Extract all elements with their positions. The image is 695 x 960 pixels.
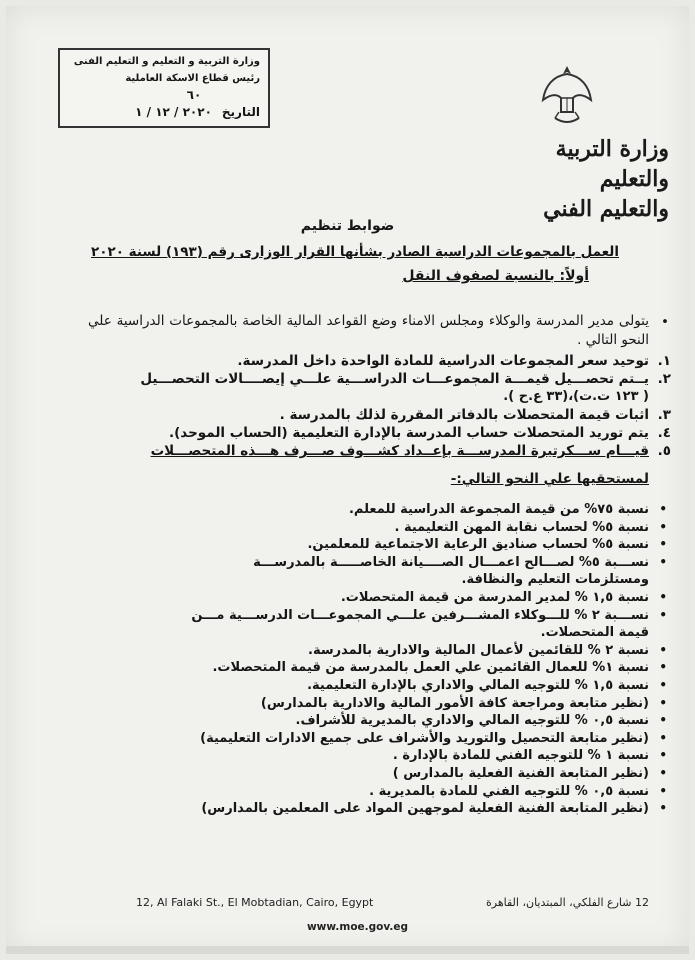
- share-text: ومستلزمات التعليم والنظافة.: [461, 572, 649, 588]
- stamp-number: ٦٠: [186, 88, 202, 102]
- share-item-continued: [116, 624, 649, 642]
- distribution-shares-list: [116, 501, 667, 818]
- bullet-icon: •: [659, 642, 667, 657]
- item-number: ٥.: [657, 443, 671, 459]
- footer-website: www.moe.gov.eg: [306, 921, 409, 933]
- bullet-icon: •: [661, 314, 669, 330]
- bullet-icon: •: [659, 677, 667, 692]
- intro-paragraph: [88, 312, 669, 350]
- share-text: نسبة ٧٥% من قيمة المجموعة الدراسية للمعلم.: [348, 502, 649, 517]
- item-number: ٢.: [657, 371, 671, 387]
- bullet-icon: •: [659, 801, 667, 816]
- share-text: نسبة ١% للعمال القائمين علي العمل بالمدرسة من قيمة المتحصلات.: [212, 660, 649, 676]
- share-item-continued: [116, 571, 649, 589]
- bullet-icon: •: [659, 502, 667, 516]
- share-item: [116, 554, 667, 572]
- share-item: [116, 659, 667, 677]
- item-text: توحيد سعر المجموعات الدراسية للمادة الواحدة داخل المدرسة.: [237, 353, 649, 369]
- share-item: [116, 800, 667, 818]
- list-item: [88, 424, 671, 442]
- share-item: [116, 519, 667, 537]
- share-item: [116, 536, 667, 554]
- share-text: نسبة ٠,٥ % للتوجيه الفني للمادة بالمديرية .: [369, 783, 649, 799]
- share-text: (نظير متابعة التحصيل والتوريد والأشراف على جميع الادارات التعليمية): [200, 730, 649, 746]
- share-text: نســـبة ٢ % للـــوكلاء المشـــرفين علـــي المجموعـــات الدرســـية مـــن: [191, 607, 649, 623]
- share-text: (نظير المتابعة الفنية الفعلية لموجهين المواد على المعلمين بالمدارس): [201, 801, 649, 817]
- ministry-stamp: [58, 48, 270, 128]
- stamp-date-label: التاريخ: [221, 105, 260, 119]
- stamp-line-sector: رئيس قطاع الاسكة العاملية: [125, 73, 260, 84]
- share-text: (نظير متابعة ومراجعة كافة الأمور المالية والادارية بالمدارس): [260, 695, 649, 711]
- item-number: ٤.: [657, 425, 671, 441]
- item-subtext: ( ١٢٣ ت.ت)،(٣٣ ع.ح ).: [503, 389, 649, 404]
- share-text: نسبة ١ % للتوجيه الفني للمادة بالإدارة .: [392, 748, 649, 764]
- bullet-icon: •: [659, 660, 667, 675]
- share-item: [116, 730, 667, 748]
- logo-line-2: والتعليم الفني: [543, 196, 669, 222]
- stamp-line-ministry: وزارة التربية و التعليم و التعليم الفنى: [73, 56, 260, 67]
- share-item: [116, 783, 667, 801]
- ministry-logo-text: [519, 134, 669, 224]
- share-text: نسبة ٥% لحساب نقابة المهن التعليمية .: [394, 519, 649, 535]
- bullet-icon: •: [659, 783, 667, 798]
- list-item: [88, 370, 671, 406]
- item-number: ١.: [657, 353, 671, 369]
- share-text: نســـبة ٥% لصـــالح اعمـــال الصــــيانة الخاصـــــة بالمدرســـة: [253, 554, 649, 570]
- bullet-icon: •: [659, 554, 667, 569]
- section-heading: أولاً: بالنسبة لصفوف النقل: [402, 268, 589, 284]
- share-item: [116, 642, 667, 660]
- bullet-icon: •: [659, 713, 667, 728]
- share-text: نسبة ٥% لحساب صناديق الرعاية الاجتماعية للمعلمين.: [307, 537, 649, 553]
- item-text: يــتم تحصـــيل قيمـــة المجموعـــات الدراســـية علـــي إيصــــالات التحصـــيل: [140, 371, 649, 387]
- share-text: نسبة ١,٥ % لمدير المدرسة من قيمة المتحصلات.: [340, 589, 649, 605]
- stamp-date-value: ٢٠٢٠ / ١٢ / ١: [135, 105, 212, 119]
- intro-text: يتولى مدير المدرسة والوكلاء ومجلس الامناء وضع القواعد المالية الخاصة بالمجموعات الدراسية علي النحو التالي .: [88, 313, 649, 348]
- share-item: [116, 695, 667, 713]
- logo-line-1: وزارة التربية والتعليم: [555, 136, 669, 192]
- share-item: [116, 747, 667, 765]
- item-text: اثبات قيمة المتحصلات بالدفاتر المقررة لذلك بالمدرسة .: [279, 407, 649, 423]
- bullet-icon: •: [659, 730, 667, 745]
- list-item: [88, 352, 671, 370]
- scan-edge: [6, 946, 689, 954]
- share-text: قيمة المتحصلات.: [540, 625, 649, 641]
- list-item: [88, 406, 671, 424]
- share-item: [116, 765, 667, 783]
- bullet-icon: •: [659, 748, 667, 763]
- share-item: [116, 677, 667, 695]
- bullet-icon: •: [659, 537, 667, 552]
- document-title: ضوابط تنظيم: [300, 218, 395, 234]
- share-item: [116, 607, 667, 625]
- share-text: (نظير المتابعة الفنية الفعلية بالمدارس ): [392, 765, 649, 781]
- share-text: نسبة ١,٥ % للتوجيه المالي والاداري بالإدارة التعليمية.: [307, 677, 649, 693]
- numbered-rules-list: [88, 352, 671, 460]
- item-number: ٣.: [657, 407, 671, 423]
- bullet-icon: •: [659, 589, 667, 604]
- share-text: نسبة ٢ % للقائمين لأعمال المالية والادارية بالمدرسة.: [308, 642, 649, 658]
- bullet-icon: •: [659, 607, 667, 622]
- share-text: نسبة ٠,٥ % للتوجيه المالي والاداري بالمديرية للأشراف.: [295, 713, 649, 729]
- bullet-icon: •: [659, 695, 667, 710]
- footer-address-arabic: 12 شارع الفلكي، المبتديان، القاهرة: [485, 896, 649, 909]
- eagle-emblem-icon: [541, 60, 593, 132]
- distribution-lead-in: لمستحقيها علي النحو التالي:-: [450, 471, 649, 487]
- bullet-icon: •: [659, 765, 667, 780]
- share-item: [116, 501, 667, 519]
- footer-address-english: 12, Al Falaki St., El Mobtadian, Cairo, Egypt: [136, 896, 374, 909]
- item-text: يتم توريد المتحصلات حساب المدرسة بالإدارة التعليمية (الحساب الموحد).: [168, 425, 649, 441]
- bullet-icon: •: [659, 519, 667, 534]
- item-text: قيـــام ســـكرتيرة المدرســـة بإعــداد كشـــوف صـــرف هـــذه المتحصـــلات: [150, 443, 649, 459]
- share-item: [116, 712, 667, 730]
- share-item: [116, 589, 667, 607]
- document-page: [6, 6, 689, 954]
- page-footer: [66, 896, 649, 933]
- list-item: [88, 442, 671, 460]
- document-subtitle: العمل بالمجموعات الدراسية الصادر بشأنها القرار الوزارى رقم (١٩٣) لسنة ٢٠٢٠: [91, 244, 619, 260]
